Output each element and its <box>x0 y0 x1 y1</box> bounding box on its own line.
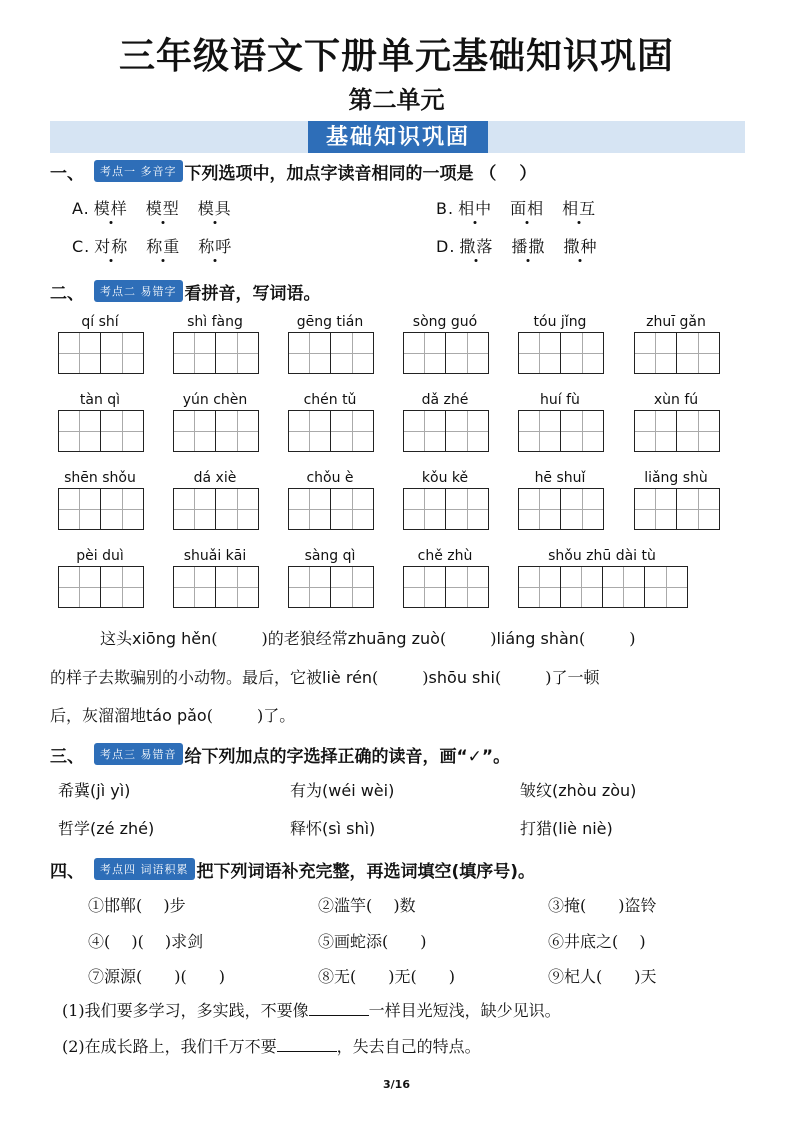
option-word: 模具 <box>197 199 232 218</box>
pinyin-options[interactable]: (liè niè) <box>552 819 613 838</box>
topic-tag: 考点一 多音字 <box>94 160 183 182</box>
pinyin-label: shēn shǒu <box>64 470 136 486</box>
writing-grid[interactable] <box>173 488 259 530</box>
tianzige-cell[interactable] <box>216 567 258 607</box>
tianzige-cell[interactable] <box>101 411 143 451</box>
pronunciation-choice[interactable] <box>290 778 394 801</box>
question-number: 二、 <box>50 283 84 304</box>
pinyin-label: tóu jǐng <box>533 314 587 330</box>
idiom-item[interactable]: ⑥井底之( ) <box>548 932 646 951</box>
pinyin-word-box <box>403 314 489 374</box>
writing-grid[interactable] <box>58 332 144 374</box>
writing-grid[interactable] <box>634 410 720 452</box>
question-2-header <box>50 278 321 304</box>
option-word: 相互 <box>562 199 597 218</box>
tianzige-cell[interactable] <box>174 489 216 529</box>
tianzige-cell[interactable] <box>289 333 331 373</box>
question-number: 一、 <box>50 163 84 184</box>
pinyin-word-box <box>518 392 604 452</box>
story-line-1: 这头xiōng hěn( )的老狼经常zhuāng zuò( )liáng shàn( ) <box>100 629 636 648</box>
pronunciation-choice[interactable] <box>58 816 154 839</box>
tianzige-cell[interactable] <box>174 411 216 451</box>
word: 释怀 <box>290 819 323 838</box>
pinyin-word-box <box>288 392 374 452</box>
pinyin-label: tàn qì <box>79 392 121 408</box>
question-number: 四、 <box>50 861 84 882</box>
pinyin-label: sàng qì <box>304 548 356 564</box>
tianzige-cell[interactable] <box>561 489 603 529</box>
tianzige-cell[interactable] <box>101 333 143 373</box>
question-text: 下列选项中，加点字读音相同的一项是 （ ） <box>184 163 537 184</box>
pinyin-label: liǎng shù <box>644 470 708 486</box>
tianzige-cell[interactable] <box>645 567 687 607</box>
pinyin-label: hē shuǐ <box>534 470 586 486</box>
tianzige-cell[interactable] <box>59 567 101 607</box>
pinyin-label: huí fù <box>540 392 580 408</box>
tianzige-cell[interactable] <box>404 567 446 607</box>
tianzige-cell[interactable] <box>446 489 488 529</box>
writing-grid[interactable] <box>634 332 720 374</box>
option-word: 相中 <box>458 199 493 218</box>
pinyin-word-box <box>173 470 259 530</box>
pinyin-word-box <box>173 548 259 608</box>
question-1-header <box>50 158 536 184</box>
writing-grid[interactable] <box>173 332 259 374</box>
tianzige-cell[interactable] <box>101 489 143 529</box>
idiom-item[interactable]: ②滥竽( )数 <box>318 896 416 915</box>
pronunciation-choice[interactable] <box>520 816 613 839</box>
writing-grid[interactable] <box>518 488 604 530</box>
pinyin-label: chě zhù <box>417 548 473 564</box>
question-text: 给下列加点的字选择正确的读音，画“✓”。 <box>184 746 511 767</box>
tianzige-cell[interactable] <box>561 411 603 451</box>
option-b[interactable]: B. 相中 面相 相互 <box>436 199 597 218</box>
tianzige-cell[interactable] <box>174 567 216 607</box>
word: 有为 <box>290 781 323 800</box>
tianzige-cell[interactable] <box>331 567 373 607</box>
pinyin-word-box <box>634 470 720 530</box>
pinyin-label: chǒu è <box>306 470 354 486</box>
tianzige-cell[interactable] <box>59 411 101 451</box>
option-c[interactable]: C. 对称 称重 称呼 <box>72 237 233 256</box>
writing-grid[interactable] <box>288 332 374 374</box>
pinyin-word-box <box>288 548 374 608</box>
writing-grid[interactable] <box>403 332 489 374</box>
banner-label: 基础知识巩固 <box>308 121 488 153</box>
tianzige-cell[interactable] <box>331 411 373 451</box>
option-word: 面相 <box>510 199 545 218</box>
idiom-item[interactable]: ⑧无( )无( ) <box>318 967 455 986</box>
writing-grid[interactable] <box>58 410 144 452</box>
tianzige-cell[interactable] <box>635 333 677 373</box>
page-title: 三年级语文下册单元基础知识巩固 <box>118 36 674 77</box>
tianzige-cell[interactable] <box>101 567 143 607</box>
page-subtitle: 第二单元 <box>348 86 445 114</box>
pinyin-word-box <box>518 470 604 530</box>
pinyin-label: zhuī gǎn <box>646 314 706 330</box>
pinyin-word-box <box>288 470 374 530</box>
option-d[interactable]: D. 撒落 播撒 撒种 <box>436 237 598 256</box>
word: 皱纹 <box>520 781 553 800</box>
question-text: 看拼音，写词语。 <box>184 283 321 304</box>
tianzige-cell[interactable] <box>216 333 258 373</box>
idiom-item[interactable]: ③掩( )盗铃 <box>548 896 657 915</box>
writing-grid[interactable] <box>403 410 489 452</box>
tianzige-cell[interactable] <box>289 489 331 529</box>
pinyin-word-box <box>58 470 144 530</box>
option-a[interactable]: A. 模样 模型 模具 <box>72 199 232 218</box>
tianzige-cell[interactable] <box>519 489 561 529</box>
pinyin-word-box <box>58 392 144 452</box>
answer-blank[interactable] <box>309 1002 369 1016</box>
pinyin-word-box <box>403 548 489 608</box>
fill-sentence-1: (1)我们要多学习，多实践，不要像 一样目光短浅，缺少见识。 <box>62 1001 561 1020</box>
topic-tag: 考点三 易错音 <box>94 743 183 765</box>
topic-tag: 考点二 易错字 <box>94 280 183 302</box>
tianzige-cell[interactable] <box>519 411 561 451</box>
writing-grid[interactable] <box>173 566 259 608</box>
pinyin-options[interactable]: (wéi wèi) <box>322 781 395 800</box>
story-line-3: 后，灰溜溜地táo pǎo( )了。 <box>50 706 296 725</box>
pinyin-word-box <box>403 392 489 452</box>
tianzige-cell[interactable] <box>331 333 373 373</box>
writing-grid[interactable] <box>634 488 720 530</box>
pinyin-word-box <box>634 392 720 452</box>
pronunciation-choice[interactable] <box>58 778 130 801</box>
writing-grid[interactable] <box>403 566 489 608</box>
tianzige-cell[interactable] <box>635 489 677 529</box>
pinyin-label: dá xiè <box>193 470 237 486</box>
pinyin-label: qí shí <box>81 314 119 330</box>
pinyin-options[interactable]: (jì yì) <box>90 781 131 800</box>
tianzige-cell[interactable] <box>519 567 561 607</box>
tianzige-cell[interactable] <box>677 333 719 373</box>
writing-grid[interactable] <box>518 410 604 452</box>
tianzige-cell[interactable] <box>446 567 488 607</box>
pinyin-options[interactable]: (zé zhé) <box>90 819 155 838</box>
answer-blank[interactable] <box>277 1038 337 1052</box>
option-word: 撒落 <box>459 237 494 256</box>
tianzige-cell[interactable] <box>404 411 446 451</box>
tianzige-cell[interactable] <box>635 411 677 451</box>
tianzige-cell[interactable] <box>677 411 719 451</box>
idiom-item[interactable]: ⑤画蛇添( ) <box>318 932 427 951</box>
pinyin-word-box <box>58 314 144 374</box>
idiom-item[interactable]: ⑦源源( )( ) <box>88 967 225 986</box>
tianzige-cell[interactable] <box>404 489 446 529</box>
option-word: 对称 <box>94 237 129 256</box>
option-word: 模样 <box>93 199 128 218</box>
option-word: 播撒 <box>511 237 546 256</box>
pinyin-word-box <box>173 392 259 452</box>
pinyin-options[interactable]: (sì shì) <box>322 819 376 838</box>
tianzige-cell[interactable] <box>677 489 719 529</box>
pinyin-options[interactable]: (zhòu zòu) <box>552 781 637 800</box>
writing-grid[interactable] <box>288 488 374 530</box>
tianzige-cell[interactable] <box>561 333 603 373</box>
pinyin-word-box <box>58 548 144 608</box>
tianzige-cell[interactable] <box>174 333 216 373</box>
question-4-header <box>50 856 535 882</box>
writing-grid[interactable] <box>58 566 144 608</box>
tianzige-cell[interactable] <box>216 411 258 451</box>
tianzige-cell[interactable] <box>59 333 101 373</box>
pinyin-label: gēng tián <box>296 314 364 330</box>
pinyin-label: chén tǔ <box>303 392 357 408</box>
tianzige-cell[interactable] <box>561 567 603 607</box>
page-number: 3/16 <box>383 1078 410 1091</box>
question-number: 三、 <box>50 746 84 767</box>
tianzige-cell[interactable] <box>446 333 488 373</box>
pinyin-label: dǎ zhé <box>421 392 469 408</box>
writing-grid[interactable] <box>173 410 259 452</box>
tianzige-cell[interactable] <box>446 411 488 451</box>
option-word: 模型 <box>145 199 180 218</box>
question-3-header <box>50 741 510 767</box>
pinyin-label: kǒu kě <box>421 470 469 486</box>
writing-grid[interactable] <box>288 410 374 452</box>
fill-sentence-2: (2)在成长路上，我们千万不要 ，失去自己的特点。 <box>62 1037 481 1056</box>
option-word: 称重 <box>146 237 181 256</box>
pinyin-word-box <box>403 470 489 530</box>
idiom-item[interactable]: ①邯郸( )步 <box>88 896 186 915</box>
pinyin-label: pèi duì <box>76 548 124 564</box>
pinyin-label: sòng guó <box>412 314 478 330</box>
idiom-item[interactable]: ⑨杞人( )天 <box>548 967 657 986</box>
pinyin-word-box <box>518 314 604 374</box>
writing-grid[interactable] <box>288 566 374 608</box>
pinyin-label: shì fàng <box>187 314 243 330</box>
word: 希冀 <box>58 781 91 800</box>
tianzige-cell[interactable] <box>404 333 446 373</box>
pinyin-word-box <box>518 548 688 608</box>
pinyin-word-box <box>173 314 259 374</box>
pinyin-label: xùn fú <box>653 392 699 408</box>
topic-tag: 考点四 词语积累 <box>94 858 195 880</box>
word: 打猎 <box>520 819 553 838</box>
story-line-2: 的样子去欺骗别的小动物。最后，它被liè rén( )shōu shi( )了一顿 <box>50 668 600 687</box>
question-text: 把下列词语补充完整，再选词填空(填序号)。 <box>196 861 536 882</box>
pronunciation-choice[interactable] <box>520 778 636 801</box>
tianzige-cell[interactable] <box>289 411 331 451</box>
pinyin-word-box <box>634 314 720 374</box>
tianzige-cell[interactable] <box>603 567 645 607</box>
word: 哲学 <box>58 819 91 838</box>
pinyin-label: shǒu zhū dài tù <box>548 548 656 564</box>
tianzige-cell[interactable] <box>331 489 373 529</box>
pinyin-label: shuǎi kāi <box>183 548 247 564</box>
tianzige-cell[interactable] <box>216 489 258 529</box>
writing-grid[interactable] <box>518 332 604 374</box>
section-banner <box>50 121 745 153</box>
tianzige-cell[interactable] <box>519 333 561 373</box>
writing-grid[interactable] <box>58 488 144 530</box>
tianzige-cell[interactable] <box>59 489 101 529</box>
idiom-item[interactable]: ④( )( )求剑 <box>88 932 204 951</box>
pinyin-label: yún chèn <box>182 392 248 408</box>
pronunciation-choice[interactable] <box>290 816 375 839</box>
option-word: 撒种 <box>563 237 598 256</box>
writing-grid[interactable] <box>403 488 489 530</box>
pinyin-word-box <box>288 314 374 374</box>
tianzige-cell[interactable] <box>289 567 331 607</box>
option-word: 称呼 <box>198 237 233 256</box>
writing-grid[interactable] <box>518 566 688 608</box>
